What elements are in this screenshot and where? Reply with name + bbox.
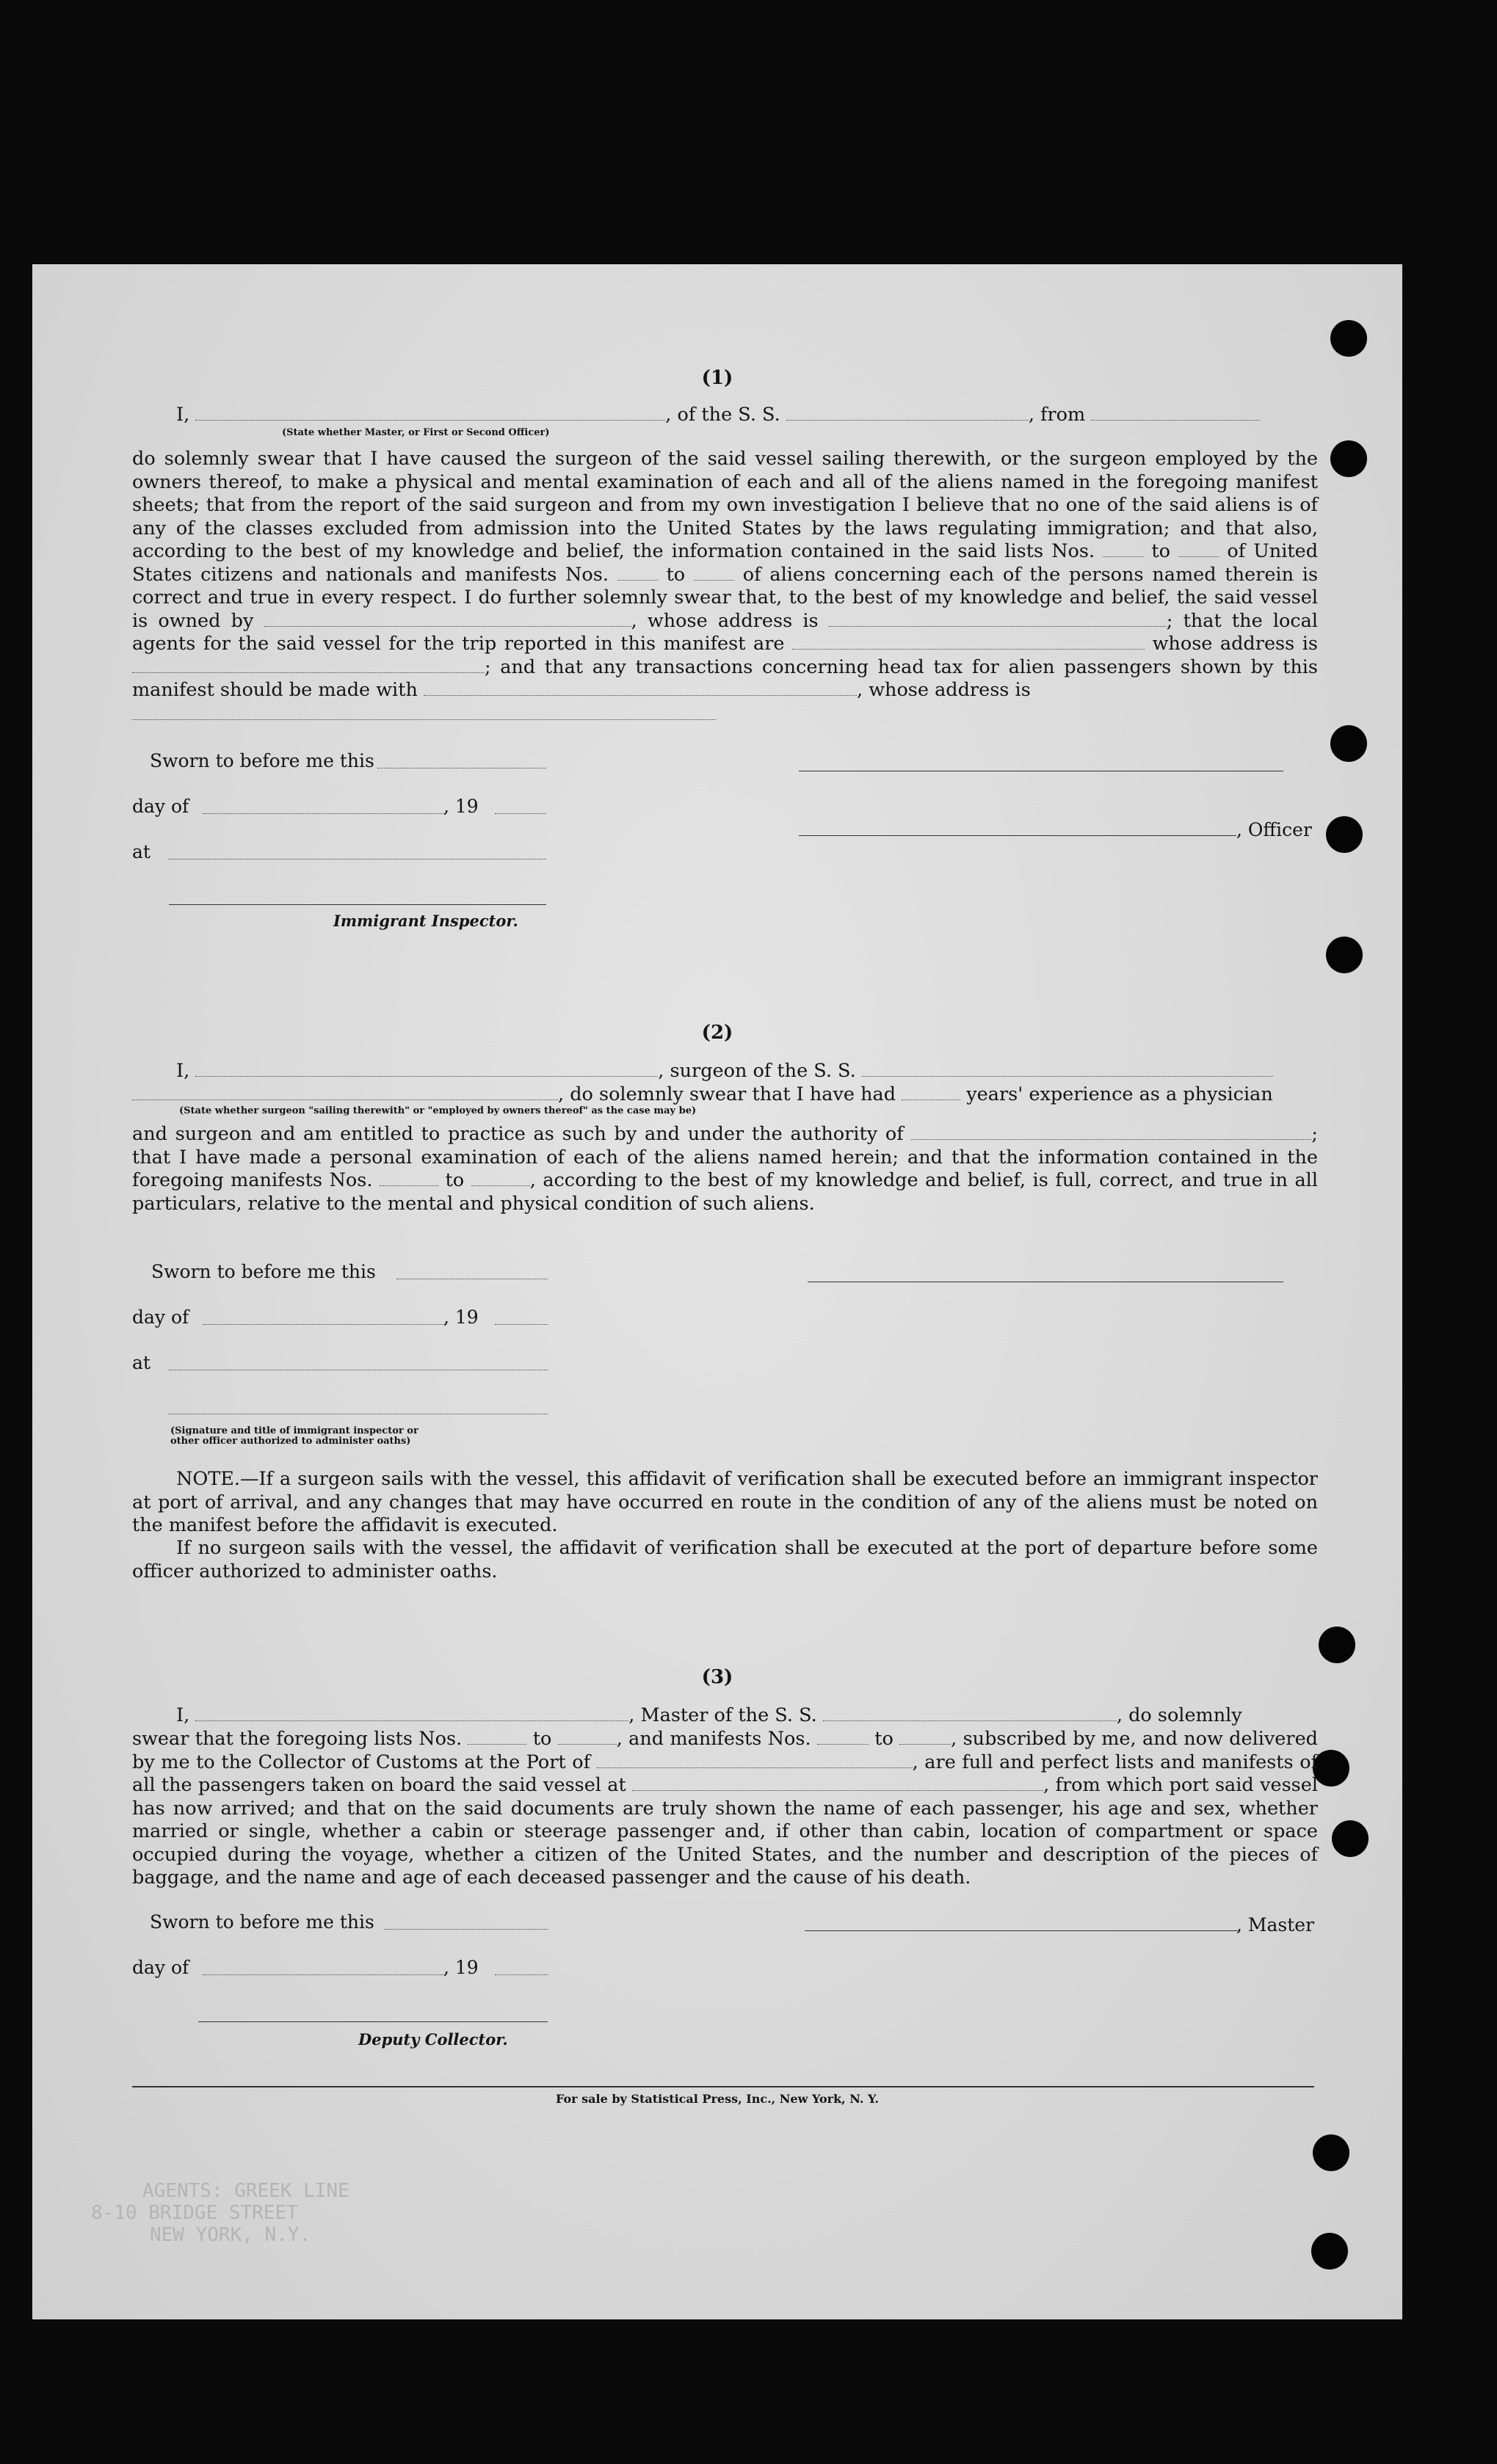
vessel-name-field[interactable] bbox=[786, 404, 1029, 421]
of-ss-label: , of the S. S. bbox=[665, 404, 780, 426]
binder-hole bbox=[1311, 2233, 1348, 2269]
sworn-date-field[interactable] bbox=[385, 1929, 548, 1930]
surgeon-status-field[interactable] bbox=[132, 1083, 558, 1100]
binder-hole bbox=[1332, 1820, 1369, 1857]
binder-hole bbox=[1330, 440, 1367, 477]
head-tax-text: ; and that any transactions concerning head tax for alien passengers shown by this manifest should be made with bbox=[132, 655, 1318, 701]
master-of-label: , Master of the S. S. bbox=[628, 1704, 817, 1726]
manifests-to-field[interactable] bbox=[694, 564, 734, 581]
semicolon: ; bbox=[1166, 609, 1173, 632]
section-2-second-line bbox=[132, 1083, 1318, 1107]
binder-hole bbox=[1326, 816, 1363, 853]
agents-address-field[interactable] bbox=[132, 656, 485, 673]
section-2-first-line bbox=[176, 1060, 1322, 1083]
lists-to-field[interactable] bbox=[558, 1728, 617, 1745]
do-solemnly-label: , do solemnly bbox=[1116, 1704, 1242, 1726]
i-label: I, bbox=[176, 1060, 190, 1082]
from-port-field[interactable] bbox=[1091, 404, 1260, 421]
head-tax-field[interactable] bbox=[424, 679, 857, 696]
swear-text: , do solemnly swear that I have had bbox=[558, 1083, 896, 1105]
i-label: I, bbox=[176, 1704, 190, 1726]
day-of-label: day of bbox=[132, 1306, 189, 1328]
year-label: , 19 bbox=[443, 1306, 479, 1328]
authority-field[interactable] bbox=[911, 1123, 1311, 1140]
subscribed-text: , subscribed by me, and now bbox=[951, 1728, 1223, 1750]
full-lists-text: , are full and perfect lists and bbox=[912, 1751, 1196, 1773]
officer-label: , Officer bbox=[1236, 819, 1312, 840]
binder-hole bbox=[1326, 937, 1363, 973]
departure-port-field[interactable] bbox=[632, 1774, 1043, 1791]
section-2-number: (2) bbox=[701, 1022, 733, 1044]
day-of-label: day of bbox=[132, 796, 189, 817]
whose-address-label: , whose address is bbox=[631, 609, 819, 632]
master-signature-line[interactable] bbox=[805, 1930, 1238, 1931]
signature-title-note-2: other officer authorized to administer oaths) bbox=[170, 1436, 411, 1447]
officer-name-field[interactable] bbox=[195, 404, 665, 421]
port-field[interactable] bbox=[597, 1751, 913, 1768]
vessel-name-field[interactable] bbox=[823, 1704, 1117, 1721]
section-2-body bbox=[132, 1123, 1318, 1215]
whose-address-label: whose address is bbox=[1152, 633, 1318, 655]
agents-stamp-line-1: AGENTS: GREEK LINE bbox=[142, 2180, 349, 2202]
owner-address-field[interactable] bbox=[829, 610, 1167, 627]
i-label: I, bbox=[176, 404, 190, 426]
from-which-text: , from which bbox=[1043, 1774, 1164, 1796]
manifest-verification-sheet bbox=[32, 264, 1402, 2319]
section-3-body bbox=[132, 1728, 1318, 1890]
local-agents-field[interactable] bbox=[792, 633, 1145, 650]
binder-hole bbox=[1319, 1627, 1355, 1663]
year-field[interactable] bbox=[495, 1974, 548, 1975]
manifests-to-field[interactable] bbox=[899, 1728, 951, 1745]
publisher-footer: For sale by Statistical Press, Inc., New York, N. Y. bbox=[556, 2092, 879, 2106]
owned-by-text: of aliens concerning each of the persons named therein is correct and true in every respect. I do further solemnly swear that, to the best of my knowledge and belief, the said vessel is owned by bbox=[132, 563, 1319, 632]
note-label: NOTE. bbox=[176, 1468, 240, 1490]
section-1-number: (1) bbox=[701, 367, 733, 389]
owner-field[interactable] bbox=[264, 610, 631, 627]
at-place-field[interactable] bbox=[169, 859, 546, 860]
master-label: , Master bbox=[1236, 1914, 1315, 1936]
inspector-label: Immigrant Inspector. bbox=[333, 912, 518, 930]
condition-text: , according to the best of my knowledge and belief, is full, correct, and true in all particulars, relative to the mental and physical condition of such aliens. bbox=[132, 1169, 1318, 1215]
semicolon: ; bbox=[1311, 1123, 1319, 1145]
collector-label: Deputy Collector. bbox=[358, 2030, 508, 2049]
manifests-label: , and manifests Nos. bbox=[616, 1728, 811, 1750]
collector-text: delivered by me to the Collector of Customs at the Port of bbox=[132, 1728, 1318, 1773]
collector-signature-line[interactable] bbox=[198, 2021, 548, 2022]
year-label: , 19 bbox=[443, 796, 479, 817]
to-label: to bbox=[445, 1169, 465, 1191]
to-label: to bbox=[874, 1728, 894, 1750]
surgeon-of-label: , surgeon of the S. S. bbox=[658, 1060, 856, 1082]
section-1-paragraph: do solemnly swear that I have caused the surgeon of the said vessel sailing therewith, or the surgeon employed by the owners thereof, to make a physical and mental examination of each and all of the aliens named in the foregoing manifest sheets; that from the report of the said surgeon and from my own investigation I believe that no one of the said aliens is of any of the classes excluded from admission into the United States by the laws regulating immigration; and that also, according to the best of my knowledge and belief, the information contained in the said lists Nos. bbox=[132, 448, 1318, 562]
agents-stamp-line-3: NEW YORK, N.Y. bbox=[150, 2224, 311, 2246]
section-3-number: (3) bbox=[701, 1666, 733, 1688]
manifests-from-field[interactable] bbox=[617, 564, 658, 581]
note-text-2: If no surgeon sails with the vessel, the affidavit of verification shall be executed at the port of departure before some officer authorized to administer oaths. bbox=[132, 1537, 1318, 1582]
note-text-1: —If a surgeon sails with the vessel, this affidavit of verification shall be executed before an immigrant inspector at port of arrival, and any changes that may have occurred en route in the condition of any of the aliens must be noted on the manifest before the affidavit is executed. bbox=[132, 1468, 1318, 1536]
vessel-name-field[interactable] bbox=[862, 1060, 1273, 1077]
master-name-field[interactable] bbox=[195, 1704, 628, 1721]
sworn-label: Sworn to before me this bbox=[150, 750, 374, 771]
surgeon-name-field[interactable] bbox=[195, 1060, 658, 1077]
note-paragraph-2 bbox=[132, 1537, 1318, 1583]
to-label: to bbox=[1151, 540, 1170, 562]
footer-rule bbox=[132, 2086, 1314, 2087]
agents-stamp-line-2: 8-10 BRIDGE STREET bbox=[91, 2202, 298, 2224]
year-field[interactable] bbox=[495, 1324, 548, 1325]
sworn-label: Sworn to before me this bbox=[151, 1261, 376, 1282]
year-field[interactable] bbox=[495, 813, 546, 814]
lists-from-field[interactable] bbox=[468, 1728, 526, 1745]
binder-hole bbox=[1330, 320, 1367, 357]
passengers-text: manifests of all the passengers taken on board the said vessel at bbox=[132, 1751, 1318, 1796]
to-label: to bbox=[666, 563, 686, 586]
at-label: at bbox=[132, 1352, 151, 1373]
manifests-to-field[interactable] bbox=[471, 1169, 530, 1186]
manifests-from-field[interactable] bbox=[380, 1169, 438, 1186]
arrival-text: port said vessel has now arrived; and that on the said documents are truly shown the name of each passenger, his age and sex, whether married or single, whether a cabin or steerage passenger and, if other than cabin, location of compartment or space occupied during the voyage, whether a citizen of the United States, and the number and description of the pieces of baggage, and the name and age of each deceased passenger and the cause of his death. bbox=[132, 1774, 1318, 1889]
manifests-from-field[interactable] bbox=[817, 1728, 869, 1745]
inspector-signature-line[interactable] bbox=[169, 904, 546, 905]
note-paragraph-1 bbox=[132, 1468, 1318, 1538]
years-field[interactable] bbox=[902, 1083, 960, 1100]
manifests-label: of United States citizens and nationals and manifests Nos. bbox=[132, 540, 1319, 586]
whose-address-label: , whose address is bbox=[856, 679, 1031, 701]
authority-text: and surgeon and am entitled to practice as such by and under the authority of bbox=[132, 1123, 904, 1145]
month-field[interactable] bbox=[203, 1324, 445, 1325]
day-of-label: day of bbox=[132, 1957, 189, 1978]
signature-title-note-1: (Signature and title of immigrant inspector or bbox=[170, 1425, 418, 1436]
examination-text: that I have made a personal examination of each of the aliens named herein; and that the information contained in the foregoing manifests Nos. bbox=[132, 1146, 1318, 1191]
lists-to-field[interactable] bbox=[1178, 540, 1219, 557]
officer-title-line[interactable] bbox=[799, 835, 1236, 836]
month-field[interactable] bbox=[203, 813, 445, 814]
month-field[interactable] bbox=[203, 1974, 445, 1975]
section-1-body bbox=[132, 448, 1318, 702]
to-label: to bbox=[532, 1728, 552, 1750]
from-label: , from bbox=[1028, 404, 1086, 426]
binder-hole bbox=[1330, 725, 1367, 762]
binder-hole bbox=[1313, 2134, 1349, 2171]
state-officer-note: (State whether Master, or First or Second Officer) bbox=[282, 427, 550, 438]
surgeon-status-note: (State whether surgeon "sailing therewith" or "employed by owners thereof" as the case may be) bbox=[179, 1105, 697, 1116]
head-tax-address-field[interactable] bbox=[132, 719, 716, 720]
at-label: at bbox=[132, 841, 151, 862]
local-agents-text: that the local agents for the said vessel for the trip reported in this manifest are bbox=[132, 609, 1319, 655]
years-text: years' experience as a physician bbox=[966, 1083, 1273, 1105]
section-1-first-line bbox=[176, 404, 1322, 427]
binder-hole bbox=[1313, 1750, 1349, 1787]
section-3-first-line bbox=[176, 1704, 1322, 1728]
lists-text: swear that the foregoing lists Nos. bbox=[132, 1728, 463, 1750]
lists-from-field[interactable] bbox=[1103, 540, 1143, 557]
year-label: , 19 bbox=[443, 1957, 479, 1978]
sworn-label: Sworn to before me this bbox=[150, 1911, 374, 1933]
